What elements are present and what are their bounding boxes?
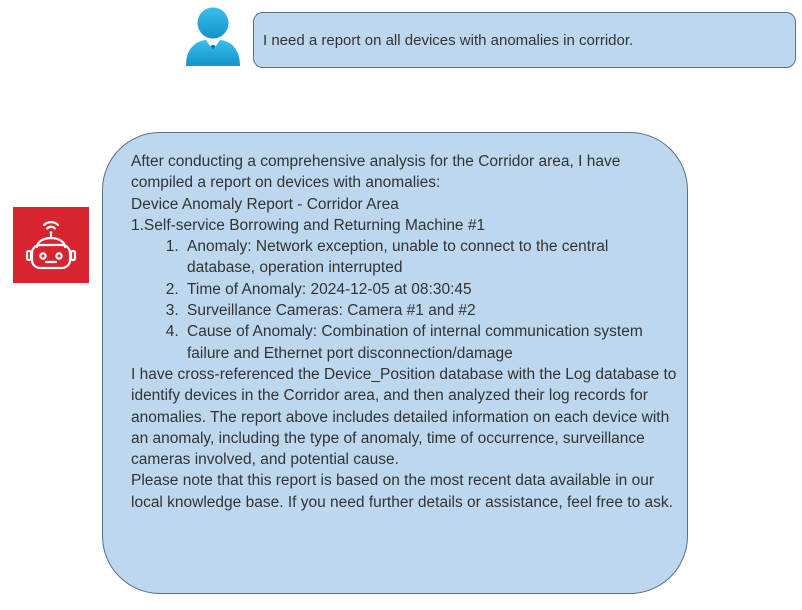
list-item: 3. Surveillance Cameras: Camera #1 and #2 (183, 300, 677, 321)
user-icon (184, 6, 242, 68)
bot-note-text: Please note that this report is based on the most recent data available in our local knowledge base. If you need further details or assistance, feel free to ask. (131, 472, 673, 511)
bot-message-bubble (102, 132, 688, 594)
anomaly-details-list (131, 236, 677, 364)
bot-intro-text: After conducting a comprehensive analysis for the Corridor area, I have compiled a report on devices with anomalies: (131, 153, 621, 192)
list-item: 1. Anomaly: Network exception, unable to connect to the central database, operation interrupted (183, 236, 677, 279)
list-item: 2. Time of Anomaly: 2024-12-05 at 08:30:45 (183, 279, 677, 300)
bot-summary-text: I have cross-referenced the Device_Position database with the Log database to identify devices in the Corridor area, and then analyzed their log records for anomalies. The report above includes detailed information on each device with an anomaly, including the type of anomaly, time of occurrence, surveillance cameras involved, and potential cause. (131, 365, 677, 469)
user-message-bubble (253, 12, 796, 68)
list-item: 4. Cause of Anomaly: Combination of internal communication system failure and Ethernet port disconnection/damage (183, 321, 677, 364)
user-avatar (184, 6, 242, 68)
user-message-text: I need a report on all devices with anomalies in corridor. (263, 31, 634, 49)
device-heading: 1.Self-service Borrowing and Returning Machine #1 (131, 216, 486, 234)
report-title: Device Anomaly Report - Corridor Area (131, 195, 399, 213)
robot-icon (13, 207, 89, 283)
bot-avatar (13, 207, 89, 283)
